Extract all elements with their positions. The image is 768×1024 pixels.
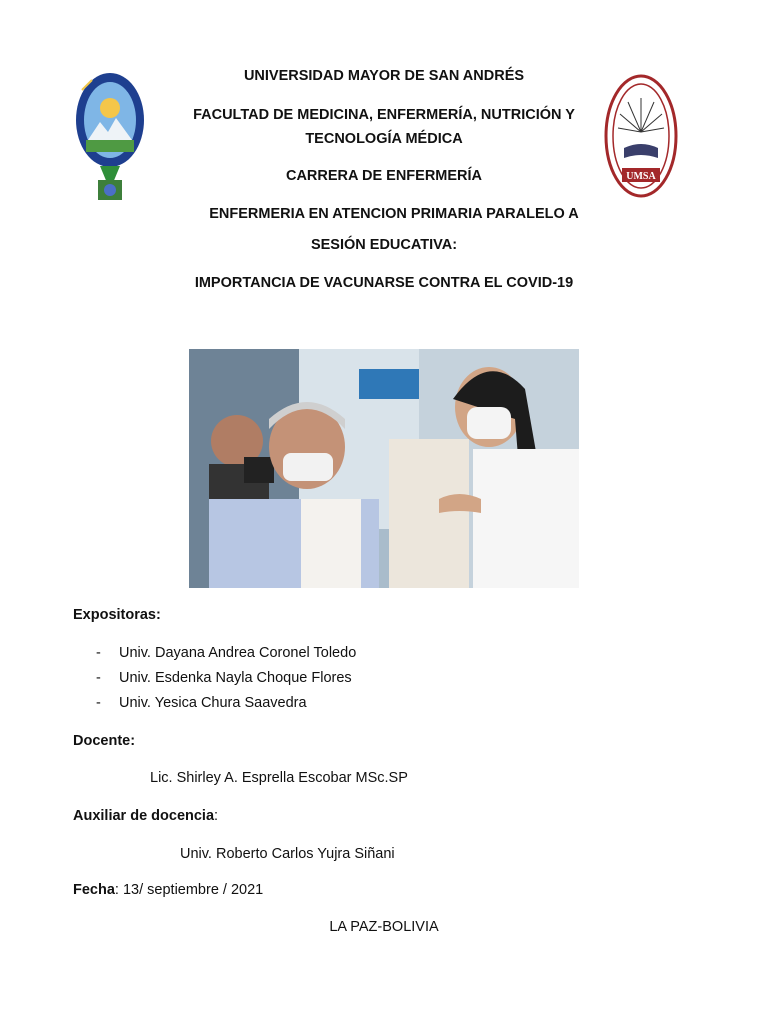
teacher-label: Docente: — [73, 733, 136, 749]
presenter-item — [0, 670, 768, 690]
bullet-dash: - — [96, 645, 101, 661]
vaccination-photo — [189, 349, 579, 588]
university-title: UNIVERSIDAD MAYOR DE SAN ANDRÉS — [243, 68, 525, 84]
assistant-label: Auxiliar de docencia: — [73, 808, 219, 824]
date-value: : 13/ septiembre / 2021 — [114, 882, 264, 898]
teacher-name: Lic. Shirley A. Esprella Escobar MSc.SP — [150, 770, 408, 786]
presenter-name: Univ. Esdenka Nayla Choque Flores — [119, 670, 352, 686]
umsa-badge-text: UMSA — [626, 171, 656, 182]
topic-title: IMPORTANCIA DE VACUNARSE CONTRA EL COVID-19 — [194, 275, 574, 291]
bullet-dash: - — [96, 695, 101, 711]
presenter-name: Univ. Dayana Andrea Coronel Toledo — [119, 645, 357, 661]
course-title: ENFERMERIA EN ATENCION PRIMARIA PARALELO A — [209, 206, 579, 222]
place-label: LA PAZ-BOLIVIA — [329, 919, 439, 935]
date-label: Fecha — [73, 882, 115, 898]
faculty-title-line2: TECNOLOGÍA MÉDICA — [305, 131, 463, 147]
career-title: CARRERA DE ENFERMERÍA — [285, 168, 483, 184]
session-title: SESIÓN EDUCATIVA: — [310, 237, 458, 253]
bullet-dash: - — [96, 670, 101, 686]
presenters-label: Expositoras: — [73, 607, 161, 623]
assistant-colon: : — [214, 808, 219, 824]
assistant-name: Univ. Roberto Carlos Yujra Siñani — [180, 846, 395, 862]
date-line — [73, 882, 263, 898]
presenter-item — [0, 645, 768, 665]
faculty-title-line1: FACULTAD DE MEDICINA, ENFERMERÍA, NUTRICIÓN Y — [193, 107, 575, 123]
presenter-item — [0, 695, 768, 715]
presenter-name: Univ. Yesica Chura Saavedra — [119, 695, 307, 711]
